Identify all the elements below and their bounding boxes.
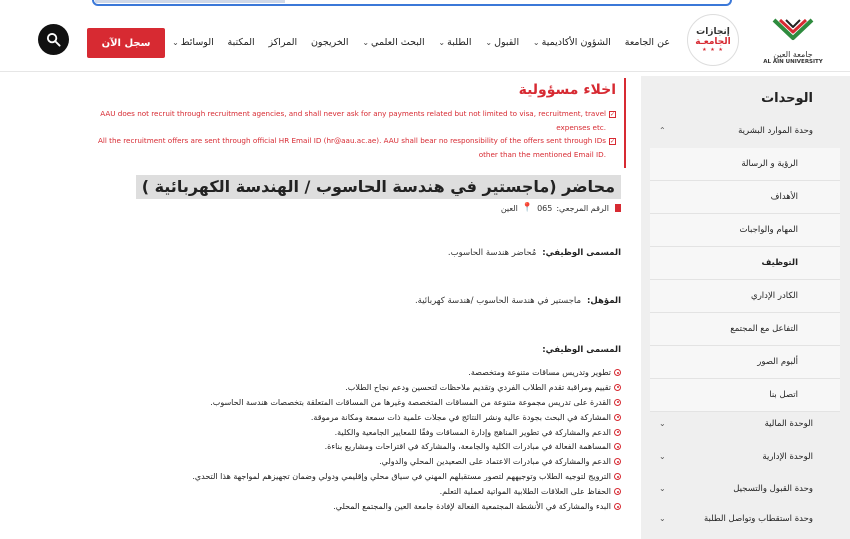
sidebar-subitem[interactable] — [650, 247, 840, 280]
bullet-icon — [614, 503, 621, 510]
duty-item — [181, 411, 621, 426]
sidebar-item-label: الكادر الإداري — [751, 291, 798, 301]
duty-text: تطوير وتدريس مساقات متنوعة ومتخصصة. — [468, 368, 611, 377]
chevron-down-icon: ⌄ — [172, 37, 179, 47]
badge-line1: إنجازات — [696, 27, 730, 37]
site-header — [0, 10, 850, 72]
duties-list — [181, 366, 621, 515]
bullet-icon — [614, 369, 621, 376]
bookmark-icon — [615, 204, 621, 212]
badge-line2: الجامعـة — [695, 37, 731, 47]
sidebar-subitem[interactable] — [650, 379, 840, 412]
chevron-down-icon: ⌄ — [362, 37, 370, 47]
sidebar-item-label: الوحدة المالية — [764, 419, 813, 429]
sidebar-item-label: ألبوم الصور — [757, 357, 798, 367]
nav-item[interactable] — [533, 37, 611, 48]
nav-item-label: الطلبة — [447, 36, 472, 48]
sidebar-unit[interactable] — [641, 118, 850, 147]
sidebar-item-label: وحدة استقطاب وتواصل الطلبة — [703, 514, 813, 524]
disclaimer-box — [60, 78, 626, 168]
nav-item[interactable] — [625, 37, 670, 48]
job-meta — [501, 203, 621, 213]
reference-label: الرقم المرجعي: — [556, 203, 609, 213]
disclaimer-title: اخلاء مسؤولية — [518, 82, 616, 98]
sidebar-item-label: اتصل بنا — [769, 390, 798, 400]
disclaimer-text: AAU does not recruit through recruitment agencies, and shall never ask for any payments related but not limited to visa, recruitment, travel — [100, 109, 606, 118]
nav-item-label: الوسائط — [180, 36, 214, 48]
position-label: المسمى الوظيفي: — [542, 248, 621, 258]
nav-item[interactable] — [172, 37, 214, 48]
nav-item-label: الخريجون — [310, 36, 349, 48]
sidebar-item-label: وحدة الموارد البشرية — [738, 126, 813, 136]
nav-item[interactable] — [228, 37, 255, 48]
bullet-icon — [614, 488, 621, 495]
duty-text: تقييم ومراقبة تقدم الطلاب الفردي وتقديم ملاحظات لتحسين ودعم نجاح الطلاب. — [345, 382, 611, 392]
bullet-icon — [614, 458, 621, 465]
reference-value: 065 — [537, 203, 553, 213]
duty-item — [181, 426, 621, 441]
sidebar-subitem[interactable] — [650, 313, 840, 346]
logo-arabic-name: جامعة العين — [773, 50, 813, 59]
search-button[interactable] — [38, 24, 69, 55]
bullet-icon — [614, 414, 621, 421]
disclaimer-text: other than the mentioned Email ID. — [478, 150, 606, 159]
sidebar-item-label: الأهداف — [770, 192, 798, 202]
location-value: العين — [500, 203, 518, 213]
disclaimer-text: All the recruitment offers are sent through official HR Email ID (hr@aau.ac.ae). AAU shall bear no responsibility of the offers sent through IDs — [97, 136, 606, 145]
nav-item-label: المكتبة — [227, 36, 255, 48]
duty-item — [181, 485, 621, 500]
bullet-icon — [614, 473, 621, 480]
units-sidebar — [641, 76, 850, 539]
duty-text: المساهمة الفعالة في مبادرات الكلية والجامعة، والمشاركة في اقتراحات ومشاريع بناءة. — [324, 442, 611, 452]
sidebar-item-label: التوظيف — [761, 258, 798, 268]
nav-item-label: المراكز — [268, 36, 298, 48]
duty-item — [181, 500, 621, 515]
duty-text: الحفاظ على العلاقات الطلابية المواتية لعملية التعلم. — [439, 487, 611, 497]
nav-item[interactable] — [362, 37, 424, 48]
duty-item — [181, 366, 621, 381]
disclaimer-text: expenses etc. — [556, 123, 606, 132]
bullet-icon — [614, 429, 621, 436]
duty-text: المشاركة في البحث بجودة عالية ونشر النتائج في مجلات علمية ذات سمعة ومكانة مرموقة. — [310, 412, 611, 422]
sidebar-unit[interactable] — [641, 506, 850, 535]
sidebar-item-label: المهام والواجبات — [739, 225, 798, 235]
duty-text: الدعم والمشاركة في مبادرات الاعتماد على الصعيدين المحلي والدولي. — [379, 457, 611, 467]
qualification-field — [415, 296, 621, 306]
duty-text: الدعم والمشاركة في تطوير المناهج وإدارة المساقات وفقًا للمعايير الجامعية والكلية. — [334, 427, 611, 437]
duty-item — [181, 470, 621, 485]
sidebar-item-label: الوحدة الإدارية — [762, 452, 813, 462]
sidebar-item-label: التفاعل مع المجتمع — [730, 324, 798, 334]
sidebar-unit[interactable] — [641, 476, 850, 505]
duties-label: المسمى الوظيفي: — [542, 345, 621, 355]
logo-english-name: AL AIN UNIVERSITY — [763, 59, 823, 65]
nav-item-label: الشؤون الأكاديمية — [541, 36, 611, 48]
nav-item-label: عن الجامعة — [624, 36, 670, 48]
sidebar-unit[interactable] — [641, 411, 850, 440]
university-logo-icon — [770, 16, 816, 46]
chevron-up-icon: ⌃ — [659, 126, 666, 135]
nav-item-label: القبول — [494, 36, 520, 48]
duty-item — [181, 381, 621, 396]
university-achievements-badge[interactable] — [687, 14, 739, 66]
duty-item — [181, 440, 621, 455]
sidebar-subitem[interactable] — [650, 346, 840, 379]
disclaimer-line — [100, 109, 616, 118]
location-pin-icon: 📍 — [521, 203, 534, 213]
disclaimer-line — [556, 123, 606, 132]
sidebar-item-label: وحدة القبول والتسجيل — [733, 484, 813, 494]
sidebar-subitem[interactable] — [650, 181, 840, 214]
chevron-down-icon: ⌄ — [532, 37, 540, 47]
position-field — [448, 248, 621, 258]
duty-text: البدء والمشاركة في الأنشطة المجتمعية الفعالة لإفادة جامعة العين والمجتمع المحلي. — [333, 502, 611, 512]
bullet-icon — [614, 443, 621, 450]
bullet-icon — [614, 399, 621, 406]
bullet-icon — [614, 384, 621, 391]
sidebar-subitem[interactable] — [650, 214, 840, 247]
nav-item-label: البحث العلمي — [371, 36, 425, 48]
search-icon — [46, 32, 61, 47]
nav-item[interactable] — [438, 37, 471, 48]
disclaimer-line — [98, 136, 616, 145]
qualification-value: ماجستير في هندسة الحاسوب /هندسة كهربائية. — [414, 296, 582, 306]
address-bar-fill — [95, 0, 285, 3]
duty-text: القدرة على تدريس مجموعة متنوعة من المساقات المتخصصة وغيرها من المساقات المتعلقة بتخصصات هندسة الحاسوب. — [210, 397, 611, 407]
sidebar-unit[interactable] — [641, 444, 850, 473]
duty-item — [181, 396, 621, 411]
checkbox-icon: ✓ — [610, 137, 616, 145]
chevron-down-icon: ⌄ — [485, 37, 493, 47]
nav-item[interactable] — [268, 37, 297, 48]
chevron-down-icon: ⌄ — [659, 452, 666, 461]
sidebar-subitem[interactable] — [650, 280, 840, 313]
chevron-down-icon: ⌄ — [659, 484, 666, 493]
main-nav — [172, 34, 670, 50]
disclaimer-line — [479, 150, 606, 159]
checkbox-icon: ✓ — [610, 110, 616, 118]
badge-stars-decoration: ★ ★ ★ — [702, 47, 724, 53]
sidebar-subitem[interactable] — [650, 148, 840, 181]
nav-item[interactable] — [311, 37, 349, 48]
position-value: مُحاضر هندسة الحاسوب. — [447, 248, 537, 258]
qualification-label: المؤهل: — [586, 296, 621, 306]
duty-text: الترويج لتوجيه الطلاب وتوجيههم لتصور مستقبلهم المهني في سياق محلي وإقليمي ودولي وضمان تجهيزهم لمواجهة هذا التحدي. — [192, 472, 611, 482]
university-logo[interactable] — [762, 16, 824, 74]
job-title: محاضر (ماجستير في هندسة الحاسوب / الهندسة الكهربائية ) — [136, 175, 621, 199]
sidebar-title: الوحدات — [761, 91, 813, 106]
chevron-down-icon: ⌄ — [438, 37, 446, 47]
sidebar-item-label: الرؤية و الرسالة — [741, 159, 798, 169]
register-now-button[interactable]: سجل الآن — [87, 28, 165, 58]
chevron-down-icon: ⌄ — [659, 419, 666, 428]
chevron-down-icon: ⌄ — [659, 514, 666, 523]
duty-item — [181, 455, 621, 470]
nav-item[interactable] — [485, 37, 519, 48]
